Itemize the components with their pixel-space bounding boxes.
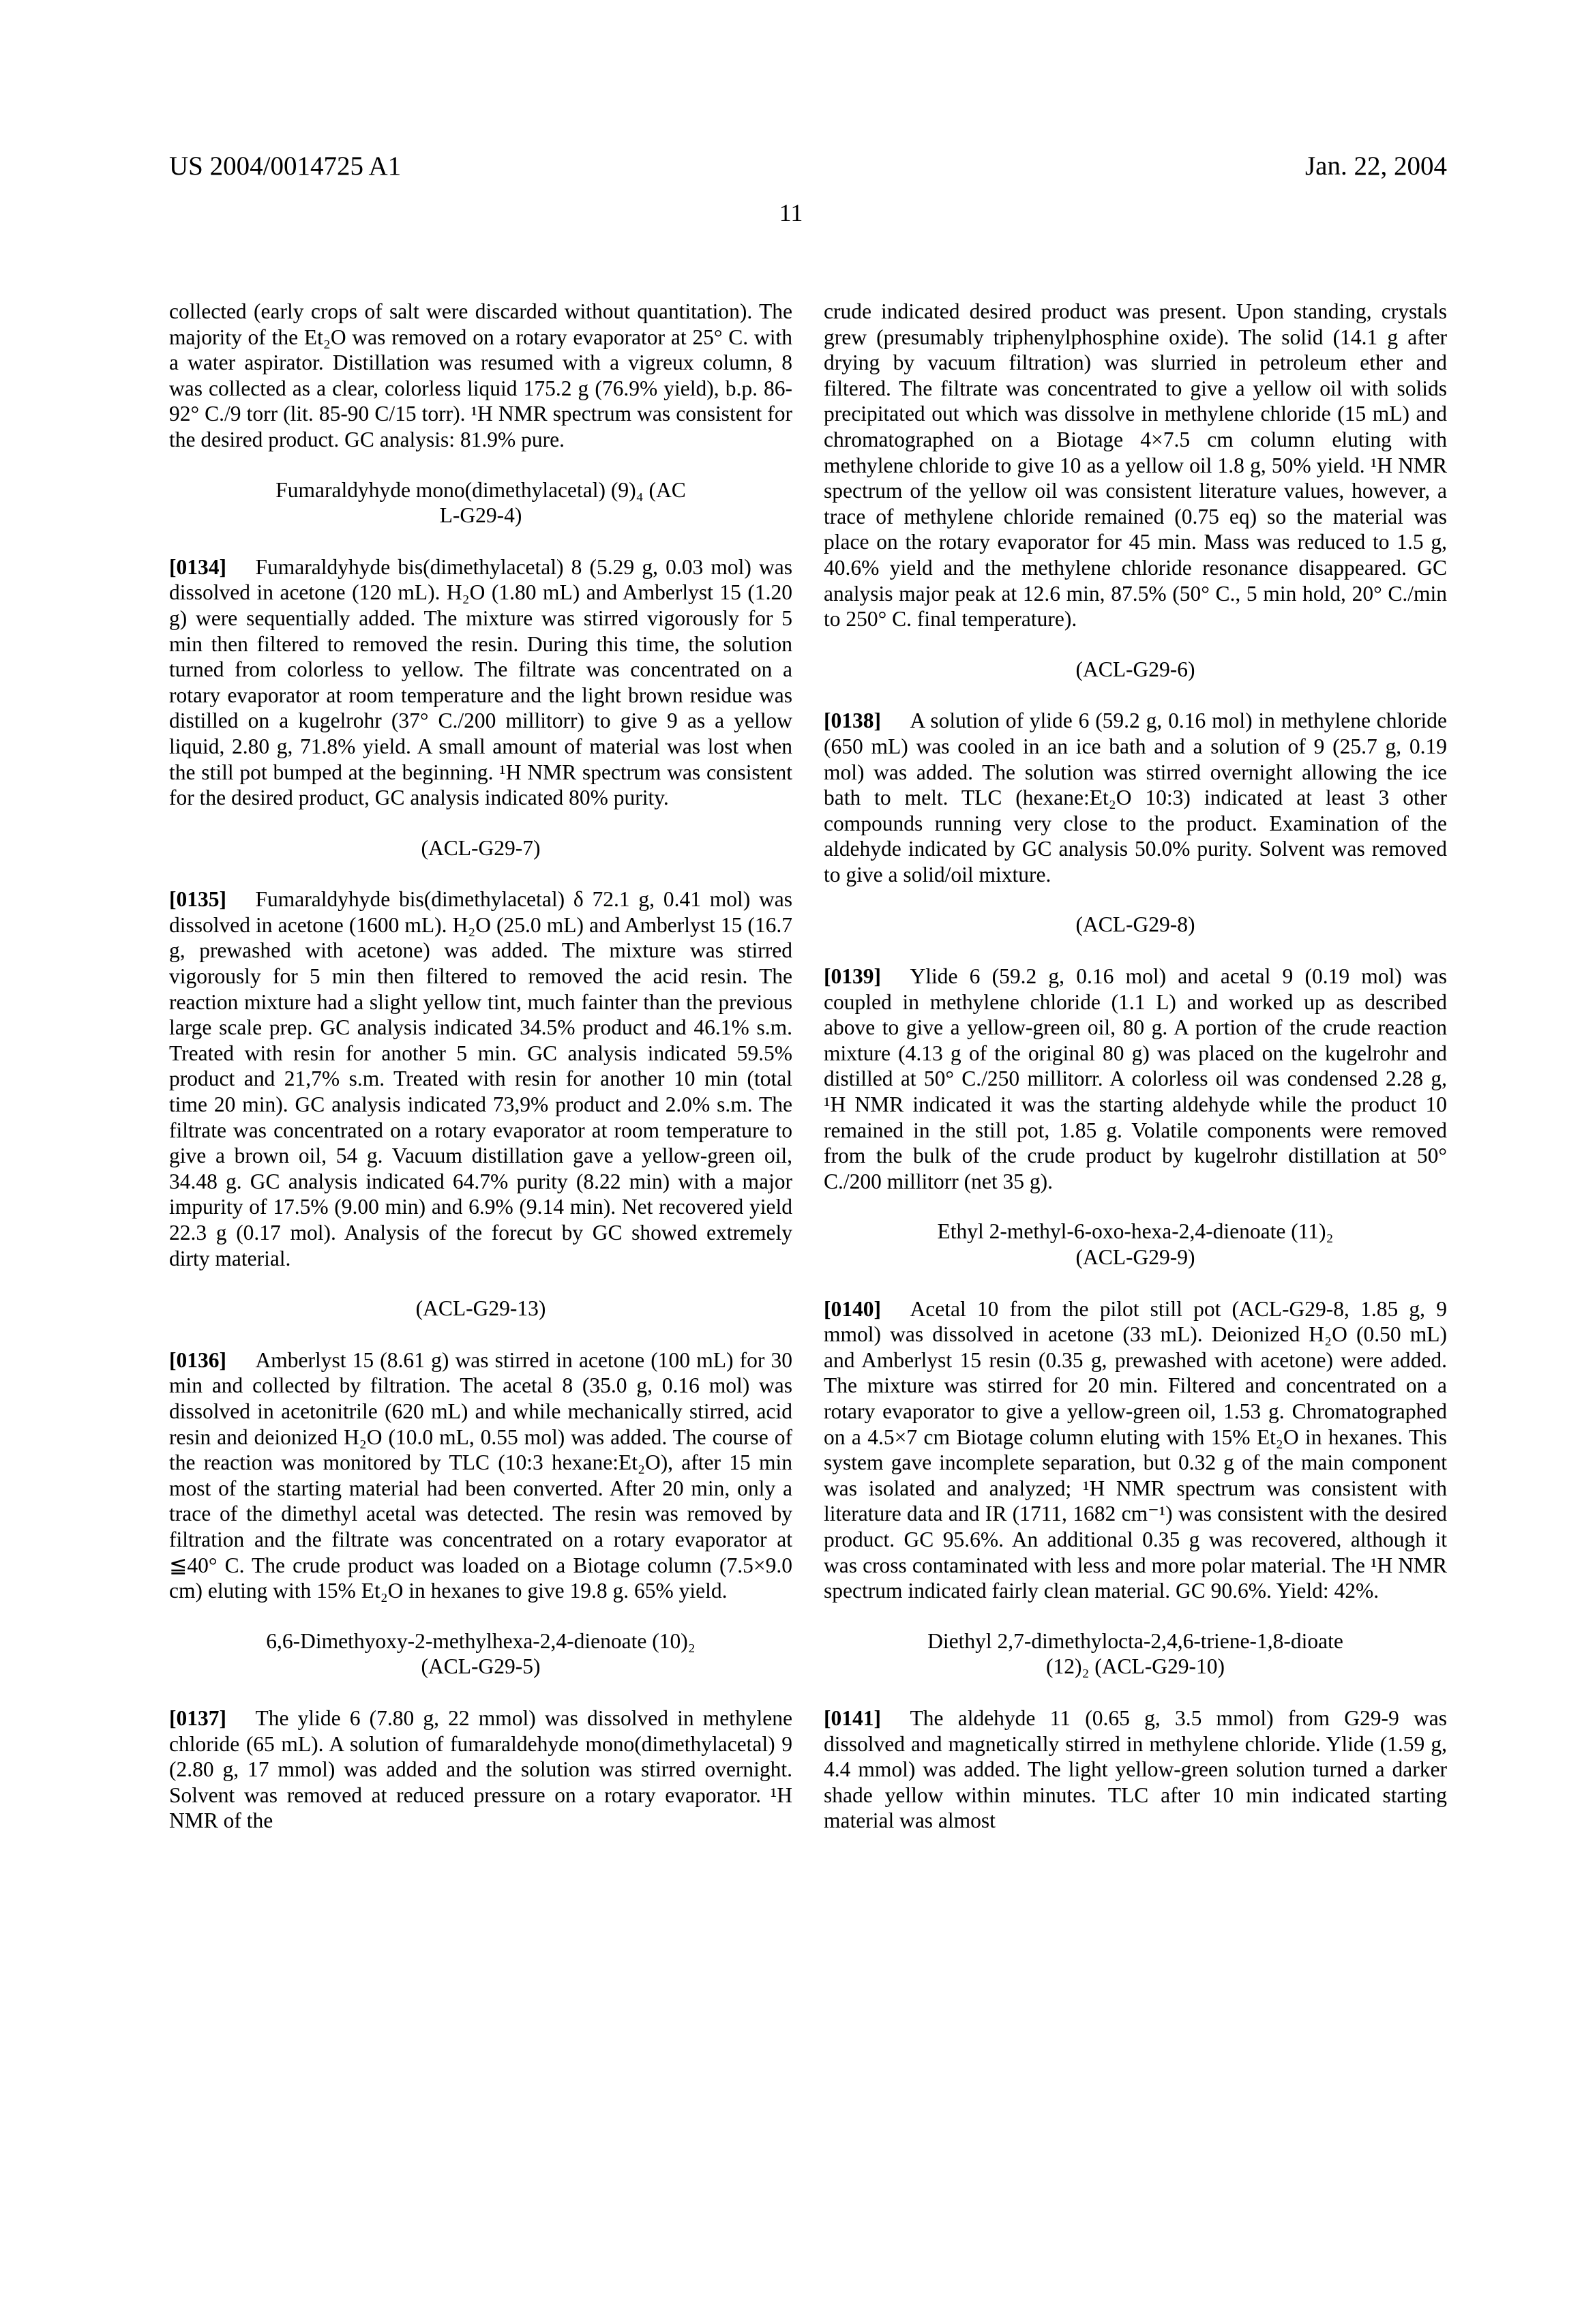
paragraph-text: Ylide 6 (59.2 g, 0.16 mol) and acetal 9 (0.19 mol) was coupled in methylene chloride (1.1 L) and worked up as described above to give a yellow-green oil, 80 g. A portion of the crude reaction mixture (4.13 g of the original 80 g) was placed on the kugelrohr and distilled at 50° C./250 millitorr. A colorless oil was condensed 2.28 g, ¹H NMR indicated it was the starting aldehyde while the product 10 remained in the still pot, 1.85 g. Volatile components were removed from the bulk of the crude product by kugelrohr distillation at 50° C./200 millitorr (net 35 g). — [824, 964, 1447, 1193]
heading-line: 6,6-Dimethyoxy-2-methylhexa-2,4-dienoate (10)₂ — [266, 1628, 696, 1653]
paragraph-tag: [0136] — [169, 1347, 226, 1372]
patent-number: US 2004/0014725 A1 — [169, 151, 402, 181]
paragraph-tag: [0138] — [824, 709, 881, 733]
heading-line: (ACL-G29-9) — [1075, 1245, 1195, 1269]
publication-date: Jan. 22, 2004 — [1305, 151, 1447, 181]
paragraph-0135 — [169, 887, 792, 1271]
paragraph-0141 — [824, 1705, 1447, 1834]
paragraph-text: Amberlyst 15 (8.61 g) was stirred in acetone (100 mL) for 30 min and collected by filtration. The acetal 8 (35.0 g, 0.16 mol) was dissolved in acetonitrile (620 mL) and while mechanically stirred, acid resin and deionized H₂O (10.0 mL, 0.55 mol) was added. The course of the reaction was monitored by TLC (10:3 hexane:Et₂O), after 15 min most of the starting material had been converted. After 20 min, only a trace of the dimethyl acetal was detected. The resin was removed by filtration and the filtrate was concentrated on a rotary evaporator at ≦40° C. The crude product was loaded on a Biotage column (7.5×9.0 cm) eluting with 15% Et₂O in hexanes to give 19.8 g. 65% yield. — [169, 1347, 792, 1603]
section-heading-acl-g29-4 — [169, 477, 792, 528]
heading-line: Fumaraldyhyde mono(dimethylacetal) (9)₄ (AC — [275, 477, 686, 502]
heading-line: (12)₂ (ACL-G29-10) — [1045, 1654, 1225, 1679]
section-heading-acl-g29-13 — [169, 1296, 792, 1322]
paragraph-0139 — [824, 964, 1447, 1194]
section-heading-acl-g29-8 — [824, 912, 1447, 938]
heading-line: (ACL-G29-6) — [1075, 657, 1195, 681]
paragraph-tag: [0137] — [169, 1705, 226, 1730]
paragraph-text: crude indicated desired product was present. Upon standing, crystals grew (presumably triphenylphosphine oxide). The solid (14.1 g after drying by vacuum filtration) was slurried in petroleum ether and filtered. The filtrate was concentrated to give a yellow oil with solids precipitated out which was dissolve in methylene chloride (15 mL) and chromatographed on a Biotage 4×7.5 cm column eluting with methylene chloride to give 10 as a yellow oil 1.8 g, 50% yield. ¹H NMR spectrum of the yellow oil was consistent literature values, however, a trace of methylene chloride remained (0.75 eq) so the material was place on the rotary evaporator for 45 min. Mass was reduced to 1.5 g, 40.6% yield and the methylene chloride resonance disappeared. GC analysis major peak at 12.6 min, 87.5% (50° C., 5 min hold, 20° C./min to 250° C. final temperature). — [824, 299, 1447, 631]
paragraph-tag: [0139] — [824, 964, 881, 989]
right-column — [824, 299, 1447, 1834]
paragraph-text: collected (early crops of salt were discarded without quantitation). The majority of the Et₂O was removed on a rotary evaporator at 25° C. with a water aspirator. Distillation was resumed with a vigreux column, 8 was collected as a clear, colorless liquid 175.2 g (76.9% yield), b.p. 86-92° C./9 torr (lit. 85-90 C/15 torr). ¹H NMR spectrum was consistent for the desired product. GC analysis: 81.9% pure. — [169, 299, 792, 451]
page-number: 11 — [779, 199, 803, 226]
paragraph-0136 — [169, 1347, 792, 1604]
heading-line: (ACL-G29-8) — [1075, 912, 1195, 937]
paragraph-tag: [0134] — [169, 554, 226, 579]
section-heading-acl-g29-5 — [169, 1628, 792, 1680]
paragraph-tag: [0141] — [824, 1705, 881, 1730]
section-heading-acl-g29-10 — [824, 1628, 1447, 1680]
paragraph-0140 — [824, 1296, 1447, 1604]
section-heading-acl-g29-9 — [824, 1219, 1447, 1270]
paragraph-text: Fumaraldyhyde bis(dimethylacetal) δ 72.1 g, 0.41 mol) was dissolved in acetone (1600 mL). H₂O (25.0 mL) and Amberlyst 15 (16.7 g, prewashed with acetone) was added. The mixture was stirred vigorously for 5 min then filtered to removed the acid resin. The reaction mixture had a slight yellow tint, much fainter than the previous large scale prep. GC analysis indicated 34.5% product and 46.1% s.m. Treated with resin for another 5 min. GC analysis indicated 59.5% product and 21,7% s.m. Treated with resin for another 10 min (total time 20 min). GC analysis indicated 73,9% product and 2.0% s.m. The filtrate was concentrated on a rotary evaporator at room temperature to give a brown oil, 54 g. Vacuum distillation gave a yellow-green oil, 34.48 g. GC analysis indicated 64.7% purity (8.22 min) with a major impurity of 17.5% (9.00 min) and 6.9% (9.14 min). Net recovered yield 22.3 g (0.17 mol). Analysis of the forecut by GC showed extremely dirty material. — [169, 887, 792, 1270]
paragraph-0137 — [169, 1705, 792, 1834]
paragraph-text: The ylide 6 (7.80 g, 22 mmol) was dissolved in methylene chloride (65 mL). A solution of fumaraldehyde mono(dimethylacetal) 9 (2.80 g, 17 mmol) was added and the solution was stirred overnight. Solvent was removed at reduced pressure on a rotary evaporator. ¹H NMR of the — [169, 1705, 792, 1833]
heading-line: Diethyl 2,7-dimethylocta-2,4,6-triene-1,8-dioate — [927, 1628, 1343, 1653]
heading-line: L-G29-4) — [439, 503, 522, 528]
two-column-body — [169, 299, 1447, 1834]
heading-line: (ACL-G29-7) — [421, 835, 541, 860]
paragraph-0134 — [169, 554, 792, 811]
section-heading-acl-g29-7 — [169, 835, 792, 861]
paragraph-0138 — [824, 708, 1447, 887]
paragraph-text: The aldehyde 11 (0.65 g, 3.5 mmol) from G29-9 was dissolved and magnetically stirred in methylene chloride. Ylide (1.59 g, 4.4 mmol) was added. The light yellow-green solution turned a darker shade yellow within minutes. TLC after 10 min indicated starting material was almost — [824, 1705, 1447, 1833]
section-heading-acl-g29-6 — [824, 657, 1447, 683]
left-column — [169, 299, 792, 1834]
heading-line: Ethyl 2-methyl-6-oxo-hexa-2,4-dienoate (11)₂ — [937, 1219, 1334, 1244]
paragraph-tag: [0140] — [824, 1296, 881, 1321]
paragraph-text: A solution of ylide 6 (59.2 g, 0.16 mol) in methylene chloride (650 mL) was cooled in an ice bath and a solution of 9 (25.7 g, 0.19 mol) was added. The solution was stirred overnight allowing the ice bath to melt. TLC (hexane:Et₂O 10:3) indicated at least 3 other compounds running very close to the product. Examination of the aldehyde indicated by GC analysis 50.0% purity. Solvent was removed to give a solid/oil mixture. — [824, 709, 1447, 887]
heading-line: (ACL-G29-5) — [421, 1654, 541, 1679]
paragraph-text: Acetal 10 from the pilot still pot (ACL-G29-8, 1.85 g, 9 mmol) was dissolved in acetone (33 mL). Deionized H₂O (0.50 mL) and Amberlyst 15 resin (0.35 g, prewashed with acetone) were added. The mixture was stirred for 20 min. Filtered and concentrated on a rotary evaporator to give a yellow-green oil, 1.53 g. Chromatographed on a 4.5×7 cm Biotage column eluting with 15% Et₂O in hexanes. This system gave incomplete separation, but 0.32 g of the main component was isolated and analyzed; ¹H NMR spectrum was consistent with literature data and IR (1711, 1682 cm⁻¹) was consistent with the desired product. GC 95.6%. An additional 0.35 g was recovered, although it was cross contaminated with less and more polar material. The ¹H NMR spectrum indicated fairly clean material. GC 90.6%. Yield: 42%. — [824, 1296, 1447, 1603]
continuation-paragraph — [824, 299, 1447, 632]
paragraph-text: Fumaraldyhyde bis(dimethylacetal) 8 (5.29 g, 0.03 mol) was dissolved in acetone (120 mL). H₂O (1.80 mL) and Amberlyst 15 (1.20 g) were sequentially added. The mixture was stirred vigorously for 5 min then filtered to removed the resin. During this time, the solution turned from colorless to yellow. The filtrate was concentrated on a rotary evaporator at room temperature and the light brown residue was distilled on a kugelrohr (37° C./200 millitorr) to give 9 as a yellow liquid, 2.80 g, 71.8% yield. A small amount of material was lost when the still pot bumped at the beginning. ¹H NMR spectrum was consistent for the desired product, GC analysis indicated 80% purity. — [169, 554, 792, 810]
page-header — [169, 151, 1447, 181]
heading-line: (ACL-G29-13) — [415, 1296, 546, 1321]
paragraph-tag: [0135] — [169, 887, 226, 912]
continuation-paragraph — [169, 299, 792, 453]
